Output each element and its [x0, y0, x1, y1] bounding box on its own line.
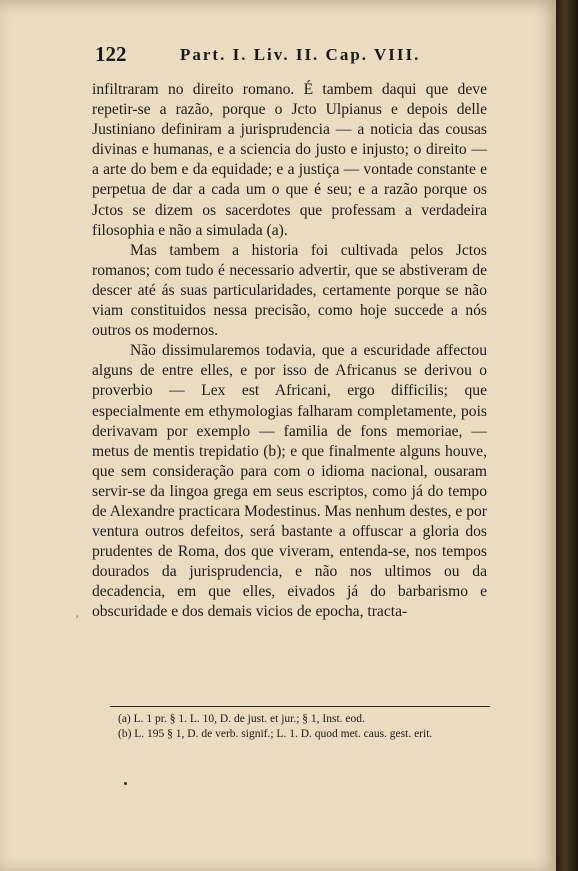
running-head: Part. I. Liv. II. Cap. VIII.	[180, 45, 421, 64]
body-text	[92, 80, 487, 623]
book-spine	[556, 0, 578, 871]
footnote: (a) L. 1 pr. § 1. L. 10, D. de just. et jur.; § 1, Inst. eod.	[118, 713, 365, 725]
footnote: (b) L. 195 § 1, D. de verb. signif.; L. 1. D. quod met. caus. gest. erit.	[118, 728, 433, 740]
page-header	[95, 42, 495, 72]
paragraph: Não dissimularemos todavia, que a escuridade affectou alguns de entre elles, e por isso de Africanus se derivou o proverbio — Lex est Africani, ergo difficilis; que especialmente em ethymologias falharam completamente, pois derivavam por exemplo — familia de fons memoriae, — metus de mentis trepidatio (b); e que finalmente alguns houve, que sem consideração para com o idioma nacional, ousaram servir-se da lingoa grega em seus escriptos, como já do tempo de Alexandre practicara Modestinus. Mas nenhum destes, e por ventura outros defeitos, será bastante a offuscar a gloria dos prudentes de Roma, dos que viveram, entenda-se, nos tempos dourados da jurisprudencia, e não nos ultimos ou da decadencia, em que elles, eivados já do barbarismo e obscuridade e dos demais vicios de epocha, tracta-	[92, 342, 487, 621]
page-number: 122	[95, 42, 127, 66]
footnote-rule	[110, 706, 490, 707]
margin-mark: ′	[76, 612, 79, 626]
ink-dot	[124, 782, 127, 785]
footnotes	[92, 712, 492, 742]
paragraph: Mas tambem a historia foi cultivada pelos Jctos romanos; com tudo é necessario advertir, que se abstiveram de descer até ás suas particularidades, certamente porque se não viam constituidos nessa precisão, como hoje succede a nós outros os modernos.	[92, 241, 487, 340]
paragraph: infiltraram no direito romano. É tambem daqui que deve repetir-se a razão, porque o Jcto Ulpianus e depois delle Justiniano definiram a jurisprudencia — a noticia das cousas divinas e humanas, e a sciencia do justo e injusto; o direito — a arte do bem e da equidade; e a justiça — vontade constante e perpetua de dar a cada um o que é seu; e a razão porque os Jctos se dizem os sacerdotes que professam a verdadeira filosophia e não a simulada (a).	[92, 81, 487, 239]
